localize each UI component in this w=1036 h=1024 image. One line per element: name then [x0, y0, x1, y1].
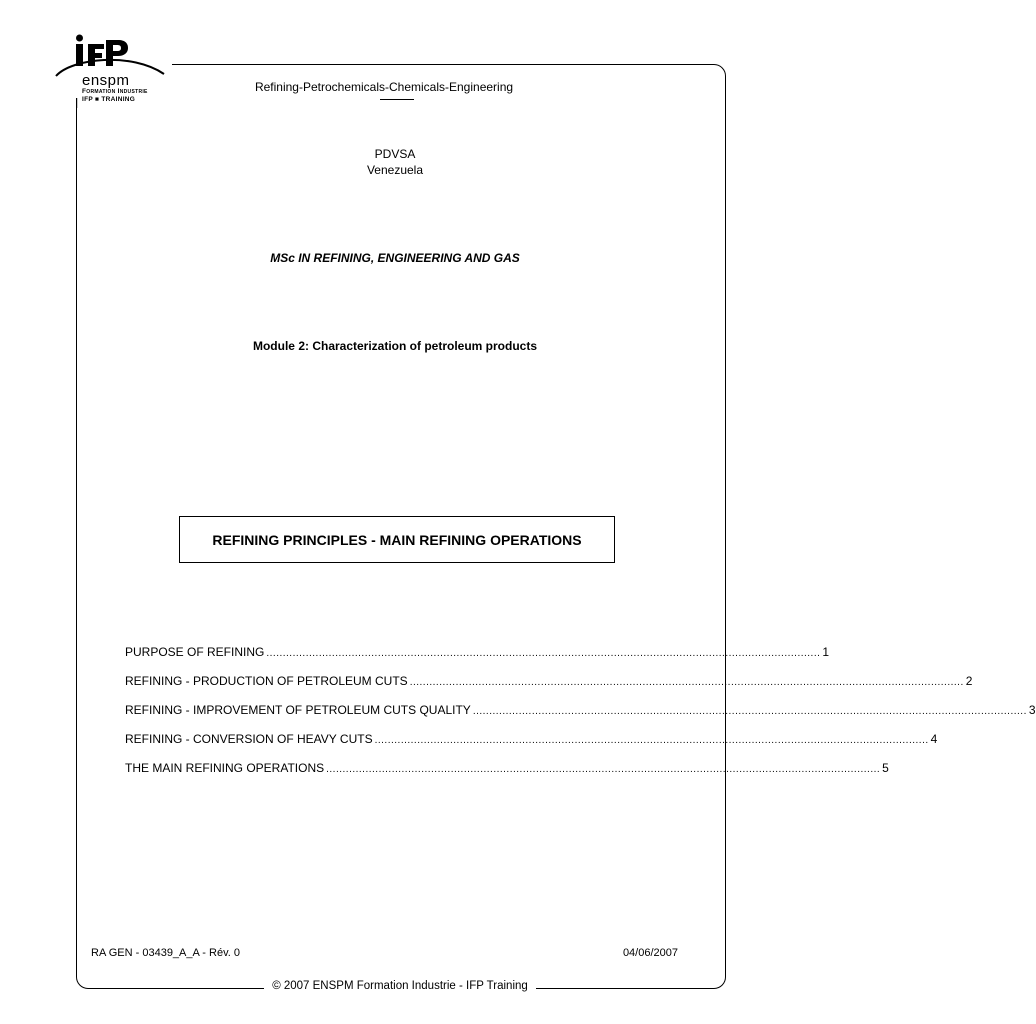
toc-entry-page: 2	[965, 674, 973, 688]
toc-entry-label: REFINING - PRODUCTION OF PETROLEUM CUTS	[125, 674, 408, 688]
module-title: Module 2: Characterization of petroleum products	[252, 339, 538, 353]
toc-entry-page: 1	[822, 645, 830, 659]
logo-wordmark: enspm	[82, 72, 130, 89]
toc-entry-label: THE MAIN REFINING OPERATIONS	[125, 761, 325, 775]
header-divider	[380, 99, 414, 100]
toc-entry[interactable]	[125, 732, 938, 761]
client-org: PDVSA	[374, 147, 416, 161]
document-reference: RA GEN - 03439_A_A - Rév. 0	[91, 947, 240, 959]
toc-entry[interactable]	[125, 761, 889, 790]
toc-leader-dots: .........................................................................................................................................................................	[409, 677, 964, 688]
toc-leader-dots: .........................................................................................................................................................................	[326, 764, 881, 775]
toc-leader-dots: .........................................................................................................................................................................	[374, 735, 929, 746]
document-title-box	[179, 516, 615, 563]
logo-subtitle-line2: IFP ■ TRAINING	[82, 96, 136, 103]
copyright-notice	[0, 980, 800, 992]
toc-entry[interactable]	[125, 645, 830, 674]
toc-entry-label: REFINING - IMPROVEMENT OF PETROLEUM CUTS QUALITY	[125, 703, 471, 717]
client-country: Venezuela	[366, 163, 424, 177]
toc-entry[interactable]	[125, 674, 973, 703]
toc-entry-label: REFINING - CONVERSION OF HEAVY CUTS	[125, 732, 373, 746]
toc-entry-page: 4	[930, 732, 938, 746]
toc-entry-page: 5	[882, 761, 889, 775]
toc-entry-page: 3	[1028, 703, 1036, 717]
document-date: 04/06/2007	[622, 947, 678, 959]
ifp-logo	[52, 34, 172, 108]
copyright-text: © 2007 ENSPM Formation Industrie - IFP Training	[264, 980, 536, 992]
logo-subtitle-line1: Formation Industrie	[82, 88, 148, 95]
toc-leader-dots: .........................................................................................................................................................................	[266, 648, 821, 659]
toc-leader-dots: .........................................................................................................................................................................	[472, 706, 1027, 717]
toc-entry[interactable]	[125, 703, 1036, 732]
document-title: REFINING PRINCIPLES - MAIN REFINING OPERATIONS	[212, 531, 582, 548]
header-tagline: Refining-Petrochemicals-Chemicals-Engineering	[254, 80, 514, 94]
toc-entry-label: PURPOSE OF REFINING	[125, 645, 265, 659]
program-title: MSc IN REFINING, ENGINEERING AND GAS	[270, 251, 520, 265]
table-of-contents	[125, 645, 1036, 790]
